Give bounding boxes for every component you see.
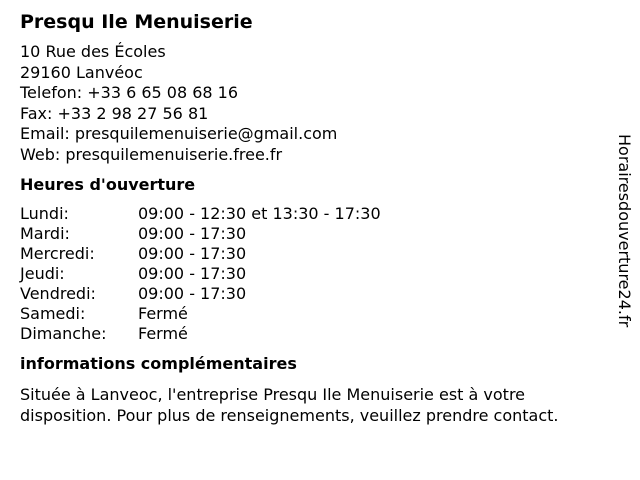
- hours-day: Jeudi:: [20, 264, 65, 283]
- hours-time: 09:00 - 17:30: [138, 244, 247, 263]
- hours-row: [20, 284, 610, 304]
- hours-day: Mardi:: [20, 224, 70, 243]
- business-name: Presqu Ile Menuiserie: [20, 11, 253, 33]
- hours-day: Dimanche:: [20, 324, 107, 343]
- web-line: Web: presquilemenuiserie.free.fr: [20, 144, 283, 164]
- hours-time: 09:00 - 12:30 et 13:30 - 17:30: [138, 204, 381, 223]
- site-watermark: Horairesdouverture24.fr: [615, 134, 634, 328]
- business-card: [20, 10, 610, 426]
- hours-day: Mercredi:: [20, 244, 95, 263]
- hours-time: 09:00 - 17:30: [138, 224, 247, 243]
- address-street: 10 Rue des Écoles: [20, 42, 166, 61]
- hours-row: [20, 304, 610, 324]
- hours-time: Fermé: [138, 304, 188, 323]
- hours-heading: Heures d'ouverture: [20, 175, 196, 194]
- hours-day: Samedi:: [20, 304, 86, 323]
- hours-time: Fermé: [138, 324, 188, 343]
- info-paragraph: Située à Lanveoc, l'entreprise Presqu Ile Menuiserie est à votre disposition. Pour plus de renseignements, veuillez prendre contact.: [20, 385, 559, 425]
- hours-table: [20, 204, 610, 344]
- hours-row: [20, 204, 610, 224]
- hours-row: [20, 324, 610, 344]
- hours-day: Lundi:: [20, 204, 69, 223]
- hours-day: Vendredi:: [20, 284, 96, 303]
- info-heading: informations complémentaires: [20, 354, 297, 373]
- hours-time: 09:00 - 17:30: [138, 284, 247, 303]
- fax-line: Fax: +33 2 98 27 56 81: [20, 103, 209, 123]
- email-line: Email: presquilemenuiserie@gmail.com: [20, 124, 338, 143]
- phone-line: Telefon: +33 6 65 08 68 16: [20, 83, 239, 102]
- hours-row: [20, 244, 610, 264]
- address-city: 29160 Lanvéoc: [20, 62, 143, 82]
- hours-row: [20, 264, 610, 284]
- hours-time: 09:00 - 17:30: [138, 264, 247, 283]
- hours-row: [20, 224, 610, 244]
